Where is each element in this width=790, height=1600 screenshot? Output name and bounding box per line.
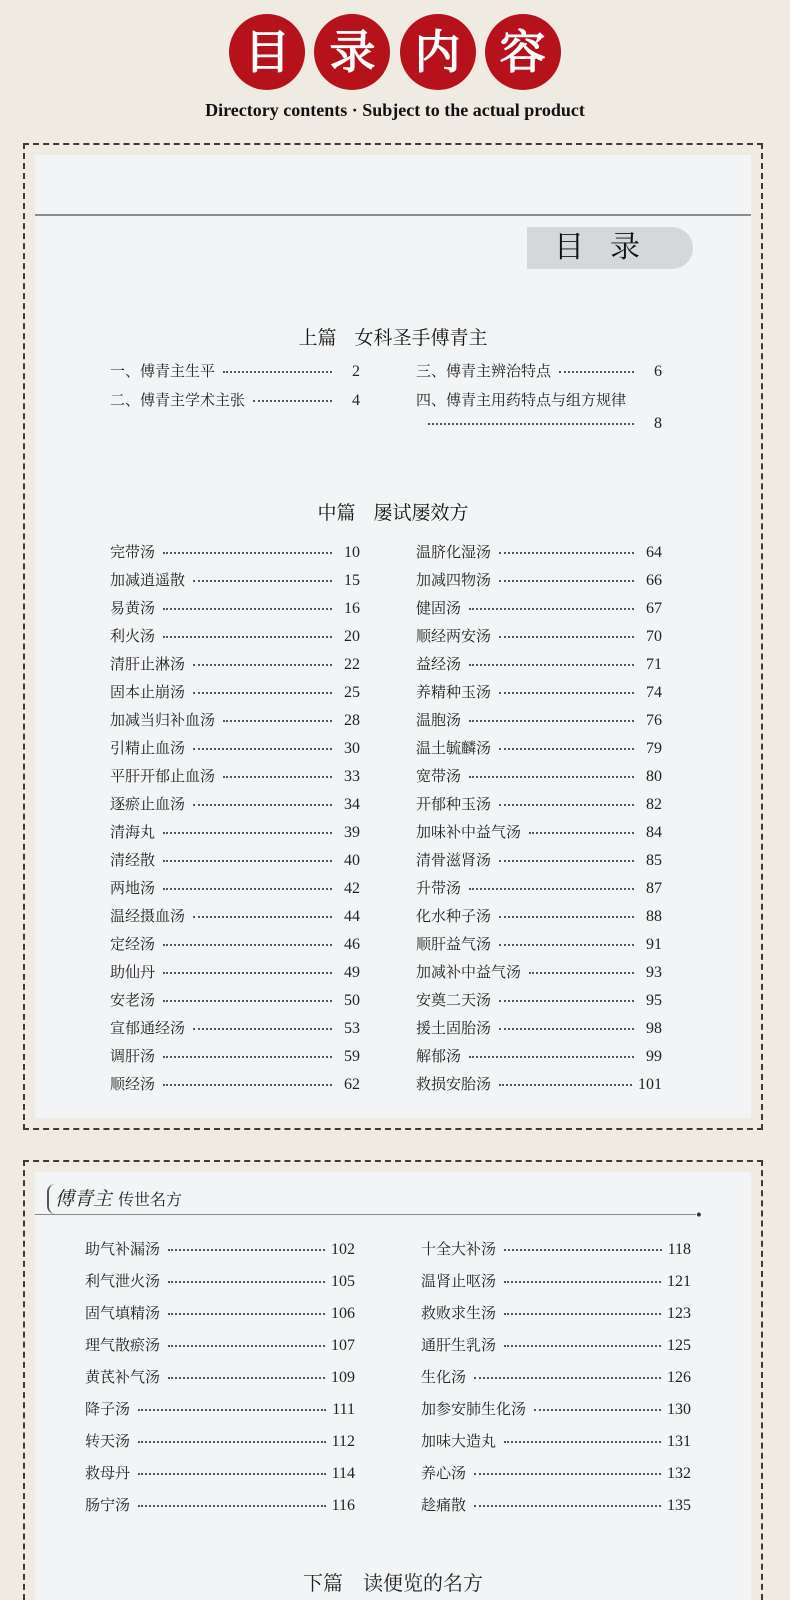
brand-signature: 傅青主 xyxy=(55,1188,113,1210)
toc-entry[interactable] xyxy=(416,849,662,877)
dot-leader xyxy=(474,1376,661,1379)
toc-entry[interactable] xyxy=(416,737,662,765)
entry-title: 固气填精汤 xyxy=(85,1304,161,1322)
toc-entry[interactable] xyxy=(110,933,360,961)
entry-title: 趁痛散 xyxy=(421,1496,467,1514)
toc-entry[interactable] xyxy=(416,681,662,709)
entry-title: 引精止血汤 xyxy=(110,739,186,757)
entry-title: 温经摄血汤 xyxy=(110,907,186,925)
toc-entry[interactable] xyxy=(85,1494,355,1526)
entry-page: 53 xyxy=(344,1020,360,1037)
section-title-lower: 下篇 读便览的名方 xyxy=(303,1571,483,1595)
dot-leader xyxy=(138,1440,326,1443)
toc-entry[interactable] xyxy=(421,1366,691,1398)
entry-page: 107 xyxy=(331,1337,355,1354)
toc-entry[interactable] xyxy=(110,1045,360,1073)
dot-leader xyxy=(499,943,634,946)
entry-title: 助气补漏汤 xyxy=(85,1240,161,1258)
toc-entry[interactable] xyxy=(110,709,360,737)
entry-title: 四、傅青主用药特点与组方规律 xyxy=(416,391,627,409)
entry-title: 清肝止淋汤 xyxy=(110,655,186,673)
dot-leader xyxy=(163,551,332,554)
dot-leader xyxy=(469,775,634,778)
entry-page: 91 xyxy=(646,936,662,953)
intro-left-column xyxy=(110,360,360,418)
entry-title: 加味大造丸 xyxy=(421,1432,497,1450)
toc-entry[interactable] xyxy=(421,1494,691,1526)
entry-title: 开郁种玉汤 xyxy=(416,795,492,813)
dot-leader xyxy=(163,831,332,834)
entry-page: 40 xyxy=(344,852,360,869)
entry-title: 益经汤 xyxy=(416,655,462,673)
entry-title: 加味补中益气汤 xyxy=(416,823,522,841)
entry-title: 生化汤 xyxy=(421,1368,467,1386)
toc-entry[interactable] xyxy=(85,1334,355,1366)
dot-leader xyxy=(474,1504,661,1507)
entry-page: 85 xyxy=(646,852,662,869)
toc-entry[interactable] xyxy=(416,653,662,681)
toc-entry[interactable] xyxy=(110,653,360,681)
entry-page: 50 xyxy=(344,992,360,1009)
banner-char: 录 xyxy=(314,14,390,90)
toc-left-column xyxy=(110,541,360,1101)
section-title-upper xyxy=(35,323,751,350)
toc-entry[interactable] xyxy=(421,1334,691,1366)
dot-leader xyxy=(168,1344,325,1347)
dot-leader xyxy=(469,887,634,890)
entry-page: 123 xyxy=(667,1305,691,1322)
dot-leader xyxy=(504,1280,661,1283)
entry-title: 温胞汤 xyxy=(416,711,462,729)
entry-page: 118 xyxy=(667,1241,691,1258)
entry-title: 顺肝益气汤 xyxy=(416,935,492,953)
entry-title: 肠宁汤 xyxy=(85,1496,131,1514)
toc-left-column xyxy=(85,1238,355,1526)
entry-page: 46 xyxy=(344,936,360,953)
section-name: 女科圣手傅青主 xyxy=(354,327,488,349)
dot-leader xyxy=(504,1312,661,1315)
entry-title: 清经散 xyxy=(110,851,156,869)
entry-page: 114 xyxy=(331,1465,355,1482)
toc-page-2 xyxy=(35,1172,751,1600)
entry-page: 59 xyxy=(344,1048,360,1065)
dot-leader xyxy=(469,663,634,666)
entry-title: 助仙丹 xyxy=(110,963,156,981)
entry-page: 71 xyxy=(646,656,662,673)
toc-entry[interactable] xyxy=(85,1270,355,1302)
banner-char: 容 xyxy=(485,14,561,90)
entry-title: 宽带汤 xyxy=(416,767,462,785)
entry-title: 降子汤 xyxy=(85,1400,131,1418)
section-name: 屡试屡效方 xyxy=(373,502,469,524)
dot-leader xyxy=(499,1027,634,1030)
entry-page: 64 xyxy=(646,544,662,561)
dot-leader xyxy=(168,1312,325,1315)
entry-title: 救母丹 xyxy=(85,1464,131,1482)
dot-leader xyxy=(474,1472,661,1475)
toc-entry[interactable] xyxy=(416,793,662,821)
dot-leader xyxy=(499,579,634,582)
entry-page: 102 xyxy=(331,1241,355,1258)
toc-entry[interactable] xyxy=(416,1045,662,1073)
dot-leader xyxy=(504,1344,661,1347)
entry-page: 93 xyxy=(646,964,662,981)
entry-page: 101 xyxy=(638,1076,662,1093)
toc-entry[interactable] xyxy=(110,597,360,625)
toc-entry[interactable] xyxy=(110,877,360,905)
dot-leader xyxy=(163,887,332,890)
entry-page: 125 xyxy=(667,1337,691,1354)
dot-leader xyxy=(529,971,634,974)
toc-page-2-frame xyxy=(23,1160,763,1600)
header-rule xyxy=(35,1214,696,1215)
header-rule xyxy=(35,214,751,216)
entry-title: 养心汤 xyxy=(421,1464,467,1482)
toc-entry[interactable] xyxy=(110,681,360,709)
title-banner xyxy=(0,14,790,92)
toc-entry[interactable] xyxy=(416,989,662,1017)
entry-title: 黄芪补气汤 xyxy=(85,1368,161,1386)
entry-title: 援土固胎汤 xyxy=(416,1019,492,1037)
section-part: 上篇 xyxy=(298,327,337,349)
entry-page: 98 xyxy=(646,1020,662,1037)
section-part: 中篇 xyxy=(317,502,356,524)
toc-entry[interactable] xyxy=(110,360,360,389)
dot-leader xyxy=(163,1055,332,1058)
entry-page: 130 xyxy=(667,1401,691,1418)
banner-subtitle: Directory contents · Subject to the actual product xyxy=(205,100,585,120)
entry-title: 顺经汤 xyxy=(110,1075,156,1093)
dot-leader xyxy=(163,859,332,862)
toc-entry[interactable] xyxy=(416,597,662,625)
entry-title: 加减逍遥散 xyxy=(110,571,186,589)
toc-page-1-frame xyxy=(23,143,763,1130)
toc-tab: 目录 xyxy=(527,227,693,269)
entry-title: 易黄汤 xyxy=(110,599,156,617)
entry-title: 解郁汤 xyxy=(416,1047,462,1065)
entry-title: 定经汤 xyxy=(110,935,156,953)
dot-leader xyxy=(168,1248,325,1251)
entry-page: 126 xyxy=(667,1369,691,1386)
entry-page: 95 xyxy=(646,992,662,1009)
banner-char: 内 xyxy=(400,14,476,90)
entry-title: 调肝汤 xyxy=(110,1047,156,1065)
entry-page: 135 xyxy=(667,1497,691,1514)
entry-page: 116 xyxy=(331,1497,355,1514)
dot-leader xyxy=(469,1055,634,1058)
dot-leader xyxy=(499,691,634,694)
toc-entry[interactable] xyxy=(421,1462,691,1494)
dot-leader xyxy=(504,1248,662,1251)
entry-page: 42 xyxy=(344,880,360,897)
dot-leader xyxy=(499,915,634,918)
dot-leader xyxy=(529,831,634,834)
entry-page: 16 xyxy=(344,600,360,617)
toc-entry[interactable] xyxy=(85,1302,355,1334)
toc-entry[interactable] xyxy=(110,541,360,569)
dot-leader xyxy=(163,635,332,638)
entry-page: 33 xyxy=(344,768,360,785)
toc-entry[interactable] xyxy=(416,1073,662,1101)
dot-leader xyxy=(168,1280,325,1283)
entry-title: 温土毓麟汤 xyxy=(416,739,492,757)
entry-page: 84 xyxy=(646,824,662,841)
dot-leader xyxy=(163,999,332,1002)
toc-entry[interactable] xyxy=(110,989,360,1017)
entry-title: 完带汤 xyxy=(110,543,156,561)
entry-title: 十全大补汤 xyxy=(421,1240,497,1258)
dot-leader xyxy=(499,1083,632,1086)
toc-entry[interactable] xyxy=(416,709,662,737)
entry-page: 76 xyxy=(646,712,662,729)
toc-entry[interactable] xyxy=(110,389,360,418)
entry-page: 131 xyxy=(667,1433,691,1450)
entry-page: 8 xyxy=(654,415,662,432)
entry-page: 15 xyxy=(344,572,360,589)
banner-char: 目 xyxy=(229,14,305,90)
entry-page: 25 xyxy=(344,684,360,701)
dot-leader xyxy=(504,1440,661,1443)
toc-page-1 xyxy=(35,155,751,1118)
entry-title: 逐瘀止血汤 xyxy=(110,795,186,813)
toc-entry[interactable] xyxy=(416,905,662,933)
entry-title: 加参安肺生化汤 xyxy=(421,1400,527,1418)
entry-page: 20 xyxy=(344,628,360,645)
entry-page: 10 xyxy=(344,544,360,561)
entry-title: 加减四物汤 xyxy=(416,571,492,589)
toc-entry[interactable] xyxy=(110,765,360,793)
dot-leader xyxy=(193,915,332,918)
entry-page: 30 xyxy=(344,740,360,757)
dot-leader xyxy=(499,999,634,1002)
entry-page: 62 xyxy=(344,1076,360,1093)
entry-page: 67 xyxy=(646,600,662,617)
entry-page: 22 xyxy=(344,656,360,673)
entry-page: 112 xyxy=(331,1433,355,1450)
dot-leader xyxy=(163,971,332,974)
toc-entry[interactable] xyxy=(416,821,662,849)
entry-page: 80 xyxy=(646,768,662,785)
dot-leader xyxy=(223,775,332,778)
entry-page: 44 xyxy=(344,908,360,925)
entry-page: 99 xyxy=(646,1048,662,1065)
entry-title: 清骨滋肾汤 xyxy=(416,851,492,869)
entry-title: 温脐化湿汤 xyxy=(416,543,492,561)
toc-entry[interactable] xyxy=(110,625,360,653)
toc-entry[interactable] xyxy=(110,737,360,765)
entry-page: 88 xyxy=(646,908,662,925)
toc-entry[interactable] xyxy=(416,625,662,653)
toc-entry[interactable] xyxy=(416,933,662,961)
entry-title: 通肝生乳汤 xyxy=(421,1336,497,1354)
toc-entry[interactable] xyxy=(416,541,662,569)
entry-title: 利火汤 xyxy=(110,627,156,645)
toc-entry[interactable] xyxy=(416,389,662,443)
entry-title: 养精种玉汤 xyxy=(416,683,492,701)
dot-leader xyxy=(138,1408,326,1411)
dot-leader xyxy=(469,719,634,722)
entry-page: 34 xyxy=(344,796,360,813)
toc-entry[interactable] xyxy=(110,1017,360,1045)
entry-title: 顺经两安汤 xyxy=(416,627,492,645)
entry-page: 132 xyxy=(667,1465,691,1482)
toc-entry[interactable] xyxy=(416,877,662,905)
toc-entry[interactable] xyxy=(421,1430,691,1462)
entry-title: 救损安胎汤 xyxy=(416,1075,492,1093)
dot-leader xyxy=(193,663,332,666)
dot-leader xyxy=(193,579,332,582)
header-title: 传世名方 xyxy=(118,1190,183,1209)
toc-entry[interactable] xyxy=(85,1430,355,1462)
entry-page: 106 xyxy=(331,1305,355,1322)
entry-page: 109 xyxy=(331,1369,355,1386)
entry-title: 一、傅青主生平 xyxy=(110,362,216,380)
toc-entry[interactable] xyxy=(110,569,360,597)
dot-leader xyxy=(193,691,332,694)
toc-entry[interactable] xyxy=(110,1073,360,1101)
toc-entry[interactable] xyxy=(416,961,662,989)
toc-entry[interactable] xyxy=(421,1238,691,1270)
dot-leader xyxy=(193,803,332,806)
toc-right-column xyxy=(421,1238,691,1526)
entry-title: 利气泄火汤 xyxy=(85,1272,161,1290)
toc-entry[interactable] xyxy=(416,360,662,389)
header-dot: • xyxy=(694,1208,703,1224)
toc-entry[interactable] xyxy=(110,793,360,821)
dot-leader xyxy=(168,1376,325,1379)
dot-leader xyxy=(138,1472,326,1475)
page-header xyxy=(47,1184,701,1214)
entry-page: 49 xyxy=(344,964,360,981)
section-title-middle xyxy=(35,498,751,525)
toc-right-column xyxy=(416,541,662,1101)
toc-entry[interactable] xyxy=(110,961,360,989)
entry-page: 4 xyxy=(352,392,360,409)
entry-page: 111 xyxy=(332,1401,355,1418)
toc-entry[interactable] xyxy=(85,1238,355,1270)
entry-title: 升带汤 xyxy=(416,879,462,897)
entry-title: 加减补中益气汤 xyxy=(416,963,522,981)
entry-title: 救败求生汤 xyxy=(421,1304,497,1322)
dot-leader xyxy=(193,747,332,750)
dot-leader xyxy=(499,551,634,554)
entry-title: 安奠二天汤 xyxy=(416,991,492,1009)
entry-title: 宣郁通经汤 xyxy=(110,1019,186,1037)
dot-leader xyxy=(193,1027,332,1030)
entry-page: 121 xyxy=(667,1273,691,1290)
entry-page: 79 xyxy=(646,740,662,757)
dot-leader xyxy=(499,747,634,750)
dot-leader xyxy=(469,607,634,610)
entry-title: 加减当归补血汤 xyxy=(110,711,216,729)
entry-title: 两地汤 xyxy=(110,879,156,897)
entry-title: 清海丸 xyxy=(110,823,156,841)
entry-page: 82 xyxy=(646,796,662,813)
entry-page: 87 xyxy=(646,880,662,897)
entry-page: 74 xyxy=(646,684,662,701)
toc-entry[interactable] xyxy=(416,1017,662,1045)
dot-leader xyxy=(499,803,634,806)
toc-entry[interactable] xyxy=(85,1366,355,1398)
entry-title: 温肾止呕汤 xyxy=(421,1272,497,1290)
entry-title: 化水种子汤 xyxy=(416,907,492,925)
entry-page: 39 xyxy=(344,824,360,841)
toc-entry[interactable] xyxy=(85,1398,355,1430)
dot-leader xyxy=(534,1408,661,1411)
dot-leader xyxy=(499,859,634,862)
toc-entry[interactable] xyxy=(416,569,662,597)
entry-title: 二、傅青主学术主张 xyxy=(110,391,246,409)
toc-entry[interactable] xyxy=(110,905,360,933)
entry-page: 66 xyxy=(646,572,662,589)
entry-title: 健固汤 xyxy=(416,599,462,617)
toc-entry[interactable] xyxy=(110,821,360,849)
dot-leader xyxy=(163,943,332,946)
toc-entry[interactable] xyxy=(110,849,360,877)
toc-entry[interactable] xyxy=(421,1398,691,1430)
entry-page: 6 xyxy=(654,363,662,380)
toc-entry[interactable] xyxy=(421,1270,691,1302)
dot-leader xyxy=(499,635,634,638)
entry-title: 理气散瘀汤 xyxy=(85,1336,161,1354)
entry-title: 转天汤 xyxy=(85,1432,131,1450)
entry-title: 安老汤 xyxy=(110,991,156,1009)
entry-page: 70 xyxy=(646,628,662,645)
dot-leader xyxy=(163,607,332,610)
entry-page: 28 xyxy=(344,712,360,729)
entry-page: 105 xyxy=(331,1273,355,1290)
toc-entry[interactable] xyxy=(416,765,662,793)
entry-page: 2 xyxy=(352,363,360,380)
intro-right-column xyxy=(416,360,662,443)
entry-title: 固本止崩汤 xyxy=(110,683,186,701)
entry-title: 三、傅青主辨治特点 xyxy=(416,362,552,380)
dot-leader xyxy=(138,1504,326,1507)
entry-title: 平肝开郁止血汤 xyxy=(110,767,216,785)
toc-entry[interactable] xyxy=(421,1302,691,1334)
dot-leader xyxy=(223,719,332,722)
dot-leader xyxy=(163,1083,332,1086)
toc-entry[interactable] xyxy=(85,1462,355,1494)
